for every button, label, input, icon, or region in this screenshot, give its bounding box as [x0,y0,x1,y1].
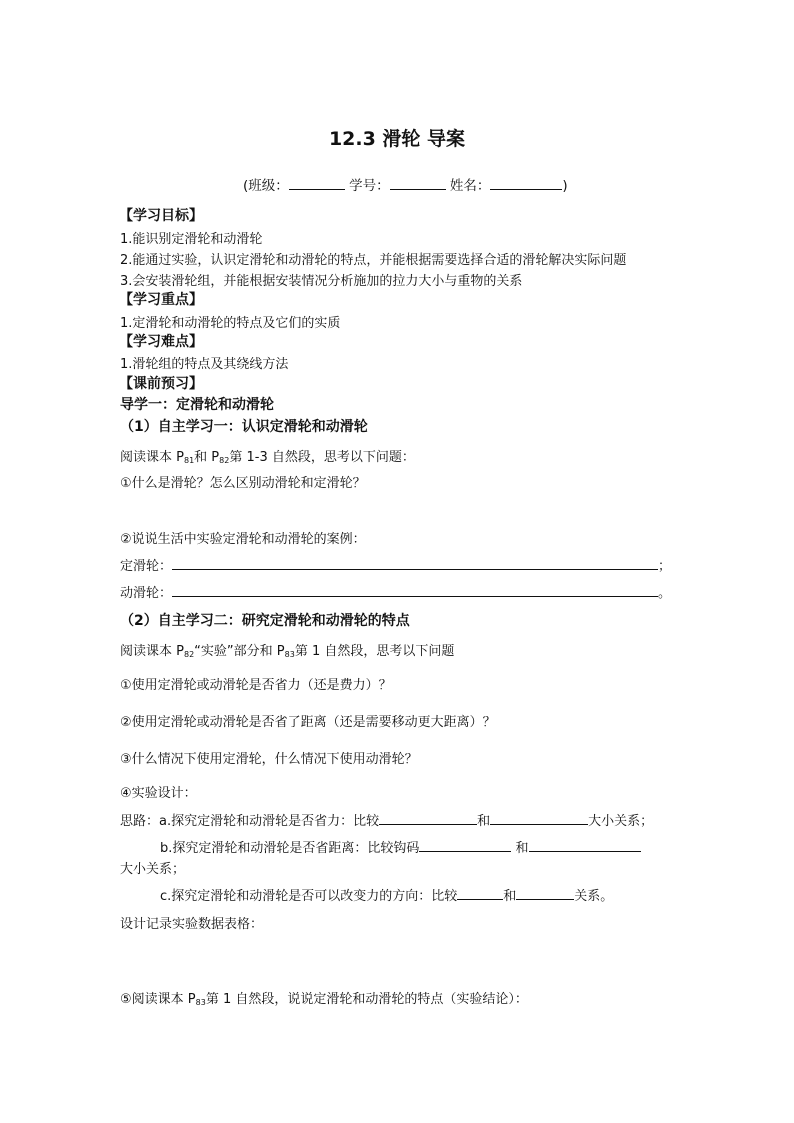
movable-pulley-line: 动滑轮： 。 [120,586,672,601]
question-usage: ③什么情况下使用定滑轮，什么情况下使用动滑轮？ [120,752,418,767]
question-2: ②说说生活中实验定滑轮和动滑轮的案例： [120,532,366,547]
student-no-blank [390,177,446,190]
name-label: 姓名： [449,178,491,194]
fixed-pulley-line: 定滑轮： ； [120,559,672,574]
idea-b-line: b.探究定滑轮和动滑轮是否省距离：比较钩码 和 [160,837,641,856]
idea-c-blank-2 [516,887,574,900]
self-study2-reading: 阅读课本 $P_{82}“$实验”部分和 $P_{83}$第 1 自然段，思考以下问题 [120,644,455,659]
self-study2-heading: （2）自主学习二：研究定滑轮和动滑轮的特点 [120,613,410,629]
student-info-line [243,174,568,194]
goals-heading: 【学习目标】 [119,208,203,224]
idea-b-blank-2 [529,839,641,852]
idea-c-blank-1 [457,887,503,900]
movable-pulley-blank [172,584,658,597]
idea-a-blank-2 [490,812,588,825]
class-label: (班级： [243,178,289,194]
idea-a-line: 思路：a.探究定滑轮和动滑轮是否省力：比较 和 大小关系； [120,814,654,829]
goal-item: 1.能识别定滑轮和动滑轮 [120,232,263,247]
goal-item: 3.会安装滑轮组，并能根据安装情况分析施加的拉力大小与重物的关系 [120,274,523,289]
idea-a-blank-1 [379,812,477,825]
idea-b-cont: 大小关系； [120,862,186,877]
info-close: ) [562,178,568,194]
goal-item: 2.能通过实验，认识定滑轮和动滑轮的特点，并能根据需要选择合适的滑轮解决实际问题 [120,253,627,268]
fixed-pulley-blank [172,557,658,570]
page-title: 12.3 滑轮 导案 [328,128,466,150]
question-design: ④实验设计： [120,786,197,801]
question-force: ①使用定滑轮或动滑轮是否省力（还是费力）？ [120,678,392,693]
question-conclusion: ⑤阅读课本 $P_{83}$第 1 自然段，说说定滑轮和动滑轮的特点（实验结论）： [120,992,528,1007]
question-distance: ②使用定滑轮或动滑轮是否省了距离（还是需要移动更大距离）？ [120,715,496,730]
class-blank [289,177,345,190]
difficulties-heading: 【学习难点】 [119,334,203,350]
self-study1-reading: 阅读课本 $P_{81}$和 $P_{82}$第 1-3 自然段，思考以下问题： [120,450,415,465]
idea-b-blank-1 [419,839,511,852]
question-1: ①什么是滑轮？怎么区别动滑轮和定滑轮？ [120,476,366,491]
key-point-item: 1.定滑轮和动滑轮的特点及它们的实质 [120,316,341,331]
table-design-note: 设计记录实验数据表格： [120,917,264,932]
guide1-heading: 导学一：定滑轮和动滑轮 [120,397,274,413]
name-blank [490,177,562,190]
student-no-label: 学号： [349,178,390,194]
self-study1-heading: （1）自主学习一：认识定滑轮和动滑轮 [120,419,368,435]
key-points-heading: 【学习重点】 [119,292,203,308]
difficulty-item: 1.滑轮组的特点及其绕线方法 [120,357,289,372]
idea-c-line: c.探究定滑轮和动滑轮是否可以改变力的方向：比较 和 关系。 [160,889,614,904]
preview-heading: 【课前预习】 [119,376,203,392]
